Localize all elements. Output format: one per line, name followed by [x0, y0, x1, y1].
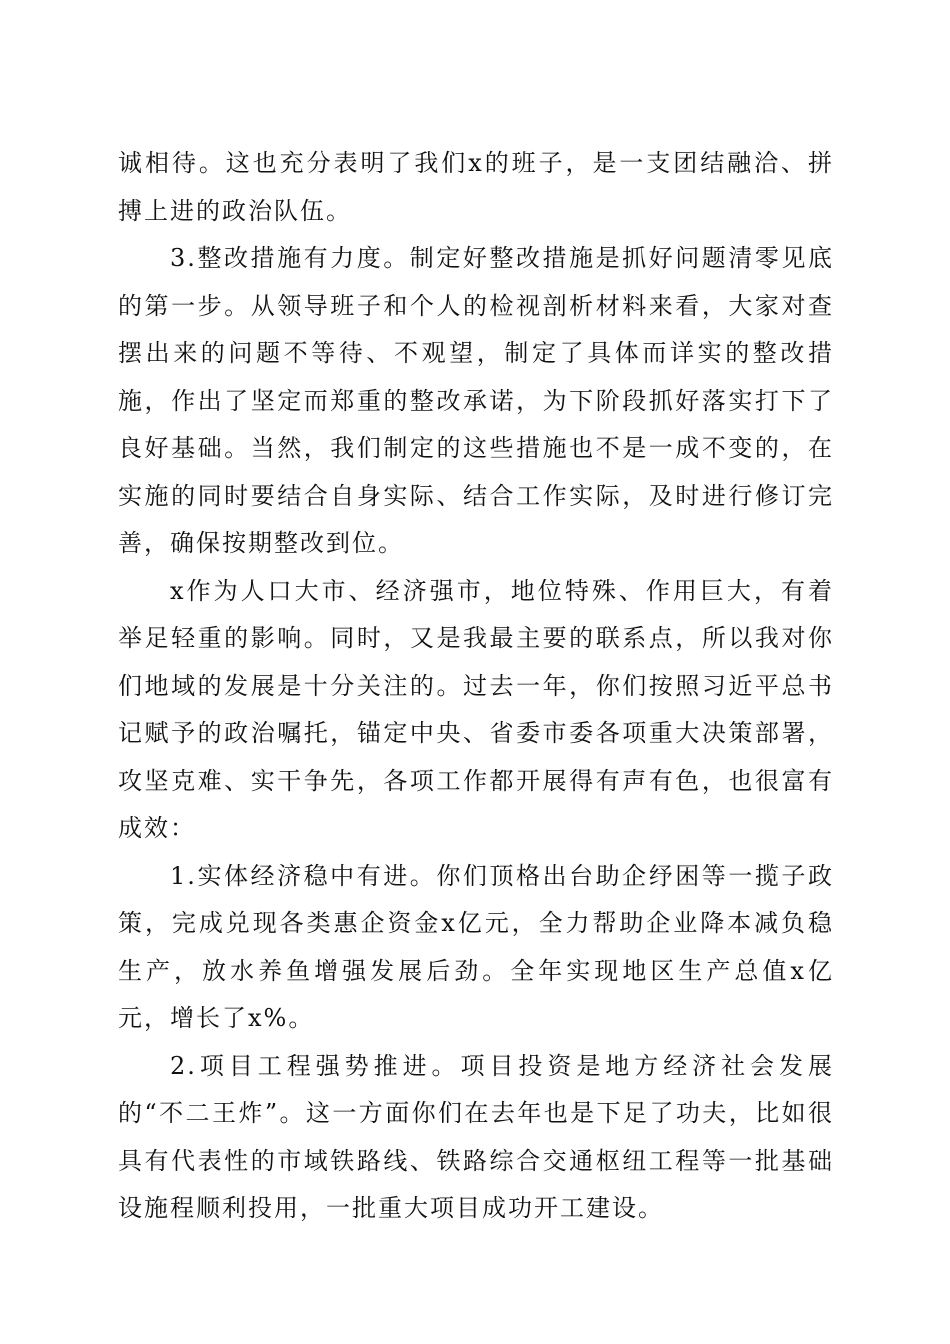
- paragraph-real-economy: 1.实体经济稳中有进。你们顶格出台助企纾困等一揽子政策，完成兑现各类惠企资金x亿元，全力帮助企业降本减负稳生产，放水养鱼增强发展后劲。全年实现地区生产总值x亿元，增长了x%。: [118, 861, 834, 1032]
- paragraph-continuation: 诚相待。这也充分表明了我们x的班子，是一支团结融洽、拼搏上进的政治队伍。: [118, 149, 834, 225]
- paragraph-rectification-measures: 3.整改措施有力度。制定好整改措施是抓好问题清零见底的第一步。从领导班子和个人的检视剖析材料来看，大家对查摆出来的问题不等待、不观望，制定了具体而详实的整改措施，作出了坚定而郑重的整改承诺，为下阶段抓好落实打下了良好基础。当然，我们制定的这些措施也不是一成不变的，在实施的同时要结合自身实际、结合工作实际，及时进行修订完善，确保按期整改到位。: [118, 244, 834, 557]
- paragraph-city-overview: x作为人口大市、经济强市，地位特殊、作用巨大，有着举足轻重的影响。同时，又是我最主要的联系点，所以我对你们地域的发展是十分关注的。过去一年，你们按照习近平总书记赋予的政治嘱托，锚定中央、省委市委各项重大决策部署，攻坚克难、实干争先，各项工作都开展得有声有色，也很富有成效：: [118, 576, 834, 842]
- paragraph-project-engineering: 2.项目工程强势推进。项目投资是地方经济社会发展的“不二王炸”。这一方面你们在去年也是下足了功夫，比如很具有代表性的市域铁路线、铁路综合交通枢纽工程等一批基础设施程顺利投用，一批重大项目成功开工建设。: [118, 1051, 834, 1222]
- document-body: [118, 140, 834, 1233]
